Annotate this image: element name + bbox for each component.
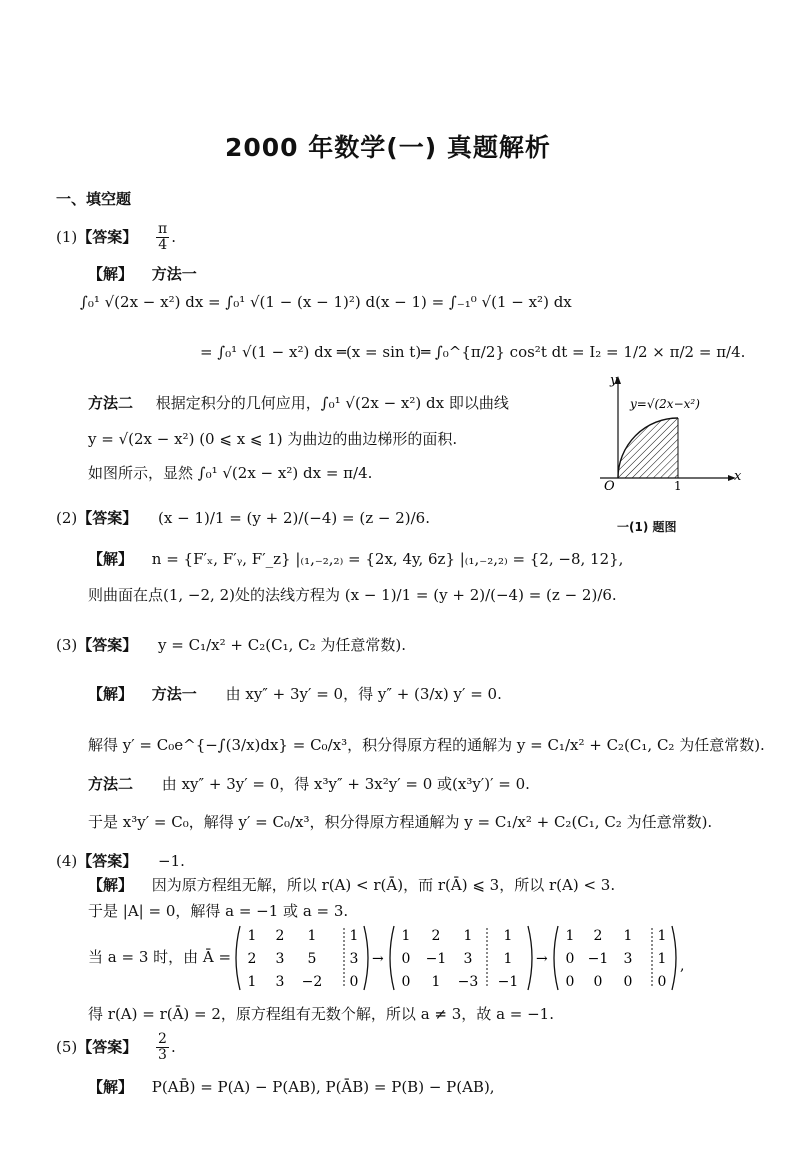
svg-text:1: 1 <box>247 928 257 944</box>
answer-value: y = C₁/x² + C₂(C₁, C₂ 为任意常数). <box>158 636 406 654</box>
svg-text:3: 3 <box>275 951 285 967</box>
answer-label: 【答案】 <box>77 636 138 654</box>
method-label: 方法二 <box>88 394 134 412</box>
problem-2-solution-line: 【解】 n = {F′ₓ, F′ᵧ, F′_z} |₍₁,₋₂,₂₎ = {2x, 4y, 6z} |₍₁,₋₂,₂₎ = {2, −8, 12}, <box>88 550 624 568</box>
page-title: 2000 年数学(一) 真题解析 <box>225 133 551 162</box>
tick-label: 1 <box>674 479 682 493</box>
formula-line: = ∫₀¹ √(1 − x²) dx ═(x = sin t)═ ∫₀^{π/2} cos²t dt = I₂ = 1/2 × π/2 = π/4. <box>200 343 746 361</box>
svg-text:0: 0 <box>349 974 359 990</box>
formula-line: ∫₀¹ √(2x − x²) dx = ∫₀¹ √(1 − (x − 1)²) d(x − 1) = ∫₋₁⁰ √(1 − x²) dx <box>80 293 572 311</box>
svg-text:1: 1 <box>503 928 513 944</box>
svg-text:0: 0 <box>401 974 411 990</box>
matrix-1 <box>248 928 359 990</box>
solution-label: 【解】 <box>88 1078 134 1096</box>
shaded-region <box>618 418 678 478</box>
section-heading: 一、填空题 <box>56 190 132 208</box>
svg-text:3: 3 <box>275 974 285 990</box>
svg-text:0: 0 <box>401 951 411 967</box>
svg-text:5: 5 <box>307 951 317 967</box>
problem-2-answer <box>56 507 430 528</box>
formula-line: 当 a = 3 时，由 Ā = <box>88 948 232 966</box>
problem-number: (5) <box>56 1037 78 1056</box>
svg-text:0: 0 <box>565 974 575 990</box>
answer-fraction: $\frac{\pi}{4}$ <box>158 221 168 254</box>
solution-label: 【解】 <box>88 550 134 568</box>
curve-label: y=√(2x−x²) <box>630 397 700 411</box>
arrow-icon: → <box>372 951 384 967</box>
svg-text:−1: −1 <box>497 974 519 990</box>
matrix-3 <box>566 928 667 990</box>
svg-text:1: 1 <box>565 928 575 944</box>
formula-line: 得 r(A) = r(Ā) = 2，原方程组有无数个解，所以 a ≠ 3，故 a = −1. <box>88 1005 554 1023</box>
svg-text:2: 2 <box>247 951 257 967</box>
svg-text:1: 1 <box>431 974 441 990</box>
svg-text:0: 0 <box>593 974 603 990</box>
solution-label: 【解】 <box>88 265 134 283</box>
svg-text:3: 3 <box>623 951 633 967</box>
y-axis-label: y <box>610 373 618 388</box>
problem-number: (2) <box>56 509 78 527</box>
svg-text:,: , <box>680 958 685 974</box>
formula-line: y = √(2x − x²) (0 ⩽ x ⩽ 1) 为曲边的曲边梯形的面积. <box>88 430 458 448</box>
svg-text:3: 3 <box>349 951 359 967</box>
svg-text:1: 1 <box>307 928 317 944</box>
figure-caption: 一(1) 题图 <box>617 520 677 534</box>
method-label: 方法二 <box>88 775 134 793</box>
svg-text:2: 2 <box>431 928 441 944</box>
answer-value: (x − 1)/1 = (y + 2)/(−4) = (z − 2)/6. <box>158 509 430 527</box>
solution-label: 【解】 <box>88 685 134 703</box>
answer-label: 【答案】 <box>77 1037 138 1056</box>
answer-label: 【答案】 <box>77 509 138 527</box>
method-2-line: 方法二 由 xy″ + 3y′ = 0，得 x³y″ + 3x²y′ = 0 或(x³y′)′ = 0. <box>88 775 530 793</box>
answer-fraction: $\frac{2}{3}$ <box>158 1031 167 1064</box>
svg-text:1: 1 <box>623 928 633 944</box>
augmented-matrix-reduction <box>232 922 692 994</box>
svg-text:1: 1 <box>657 928 667 944</box>
problem-4-solution-line: 【解】 因为原方程组无解，所以 r(A) < r(Ā)，而 r(Ā) ⩽ 3，所以 r(A) < 3. <box>88 876 616 894</box>
problem-5-answer: (5)【答案】 $\frac{2}{3}$ . <box>56 1031 176 1064</box>
svg-text:1: 1 <box>401 928 411 944</box>
solution-label: 【解】 <box>88 876 134 894</box>
method-2-line: 方法二 根据定积分的几何应用，∫₀¹ √(2x − x²) dx 即以曲线 <box>88 394 509 412</box>
method-label: 方法一 <box>151 685 197 703</box>
semicircle-figure <box>570 370 750 510</box>
problem-3-solution-line: 【解】 方法一 由 xy″ + 3y′ = 0，得 y″ + (3/x) y′ = 0. <box>88 685 502 703</box>
svg-text:1: 1 <box>247 974 257 990</box>
answer-value: −1. <box>158 852 185 870</box>
formula-line: 则曲面在点(1, −2, 2)处的法线方程为 (x − 1)/1 = (y + 2)/(−4) = (z − 2)/6. <box>88 586 617 604</box>
svg-text:0: 0 <box>623 974 633 990</box>
svg-text:1: 1 <box>463 928 473 944</box>
svg-text:1: 1 <box>503 951 513 967</box>
svg-text:−1: −1 <box>425 951 447 967</box>
svg-text:−2: −2 <box>301 974 323 990</box>
svg-text:0: 0 <box>657 974 667 990</box>
problem-number: (3) <box>56 636 78 654</box>
svg-text:3: 3 <box>463 951 473 967</box>
svg-text:1: 1 <box>349 928 359 944</box>
svg-text:1: 1 <box>657 951 667 967</box>
answer-label: 【答案】 <box>77 852 138 870</box>
problem-4-answer <box>56 850 185 871</box>
formula-line: 解得 y′ = C₀e^{−∫(3/x)dx} = C₀/x³，积分得原方程的通解为 y = C₁/x² + C₂(C₁, C₂ 为任意常数). <box>88 736 765 754</box>
problem-number: (1) <box>56 227 78 246</box>
arrow-icon: → <box>536 951 548 967</box>
x-axis-label: x <box>734 469 742 484</box>
origin-label: O <box>604 479 615 494</box>
problem-5-solution-line: 【解】 P(AB̄) = P(A) − P(AB), P(ĀB) = P(B) − P(AB), <box>88 1078 495 1096</box>
problem-3-answer <box>56 634 406 655</box>
formula-line: 如图所示，显然 ∫₀¹ √(2x − x²) dx = π/4. <box>88 464 373 482</box>
formula-line: 于是 |A| = 0，解得 a = −1 或 a = 3. <box>88 902 349 920</box>
svg-text:2: 2 <box>593 928 603 944</box>
svg-text:−3: −3 <box>457 974 479 990</box>
formula-line: 于是 x³y′ = C₀，解得 y′ = C₀/x³，积分得原方程通解为 y = C₁/x² + C₂(C₁, C₂ 为任意常数). <box>88 813 713 831</box>
svg-text:0: 0 <box>565 951 575 967</box>
problem-1-answer: (1)【答案】 $\frac{\pi}{4}$ . <box>56 221 177 254</box>
svg-text:2: 2 <box>275 928 285 944</box>
svg-text:−1: −1 <box>587 951 609 967</box>
problem-1-solution-heading <box>88 263 197 284</box>
method-label: 方法一 <box>151 265 197 283</box>
problem-number: (4) <box>56 852 78 870</box>
matrix-2 <box>402 928 519 990</box>
answer-label: 【答案】 <box>77 227 138 246</box>
